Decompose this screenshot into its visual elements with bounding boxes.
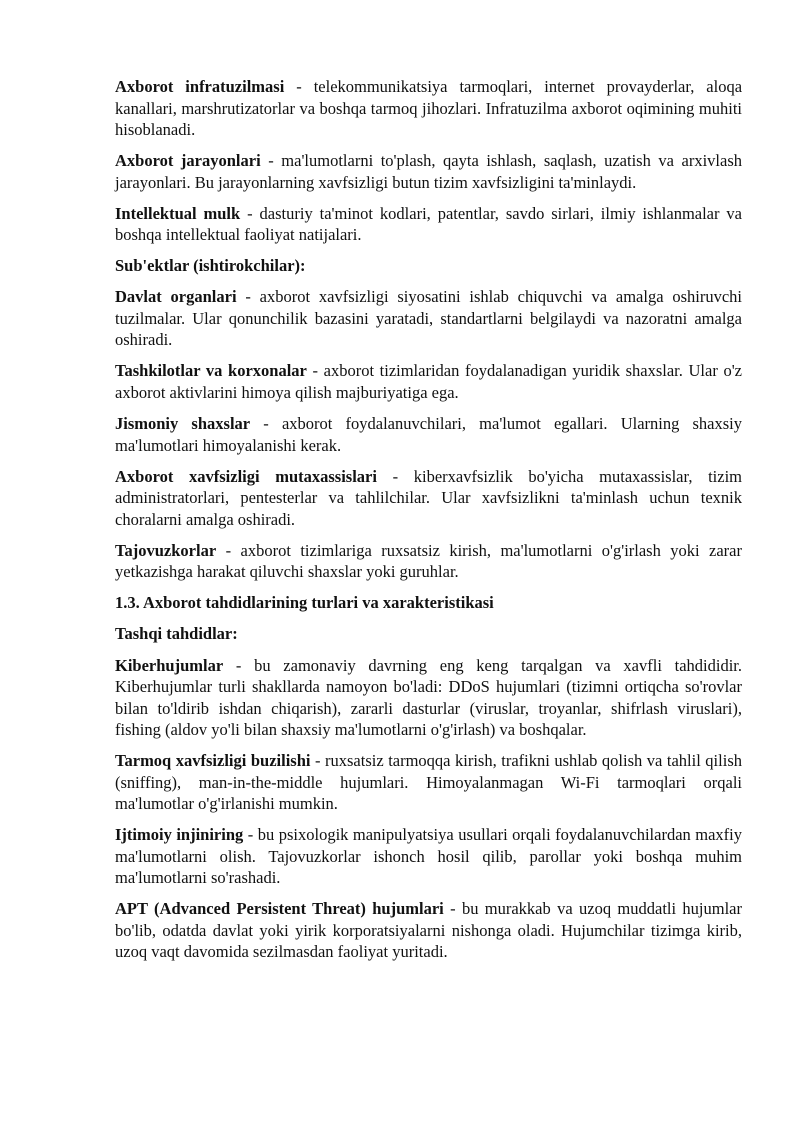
separator: -	[260, 151, 282, 171]
definition-paragraph	[115, 203, 742, 246]
term: Axborot jarayonlari	[115, 151, 261, 171]
definition-text: dasturiy ta'minot kodlari, patentlar, savdo sirlari, ilmiy ishlanmalar va boshqa intellektual faoliyat natijalari.	[115, 203, 742, 245]
definition-text: bu zamonaviy davrning eng keng tarqalgan va xavfli tahdididir. Kiberhujumlar turli shakllarda namoyon bo'ladi: DDoS hujumlari (tizimni ortiqcha so'rovlar bilan to'ldirib ishdan chiqarish), zararli dasturlar (viruslar, troyanlar, shifrlash viruslari), fishing (aldov yo'li bilan shaxsiy ma'lumotlarni o'g'irlash) va boshqalar.	[115, 655, 742, 740]
subject-paragraph	[115, 540, 742, 583]
term: Kiberhujumlar	[115, 655, 224, 675]
subject-paragraph	[115, 413, 742, 456]
term: Tashkilotlar va korxonalar	[115, 361, 307, 381]
separator: -	[443, 899, 462, 919]
separator: -	[306, 361, 324, 381]
definition-text: axborot tizimlaridan foydalanadigan yuridik shaxslar. Ular o'z axborot aktivlarini himoya qilish majburiyatiga ega.	[115, 361, 743, 402]
subjects-heading: Sub'ektlar (ishtirokchilar):	[115, 256, 306, 276]
threat-paragraph	[115, 655, 742, 741]
separator: -	[240, 203, 260, 223]
separator: -	[284, 77, 314, 96]
definition-text: telekommunikatsiya tarmoqlari, internet provayderlar, aloqa kanallari, marshrutizatorlar va boshqa tarmoq jihozlari. Infratuzilma axborot oqimining muhiti hisoblanadi.	[115, 77, 743, 139]
definition-text: ruxsatsiz tarmoqqa kirish, trafikni ushlab qolish va tahlil qilish (sniffing), man-in-the-middle hujumlari. Himoyalanmagan Wi-Fi tarmoqlari orqali ma'lumotlar o'g'irlanishi mumkin.	[115, 751, 742, 814]
definition-text: bu murakkab va uzoq muddatli hujumlar bo'lib, odatda davlat yoki yirik korporatsiyalarni nishonga oladi. Hujumchilar tizimga kirib, uzoq vaqt davomida sezilmasdan faoliyat yuritadi.	[115, 899, 742, 962]
definition-text: bu psixologik manipulyatsiya usullari orqali foydalanuvchilardan maxfiy ma'lumotlarni olish. Tajovuzkorlar ishonch hosil qilib, parollar yoki boshqa muhim ma'lumotlarni so'rashadi.	[115, 825, 742, 888]
external-threats-heading: Tashqi tahdidlar:	[115, 624, 238, 644]
definition-paragraph	[115, 150, 742, 193]
threat-paragraph	[115, 824, 742, 889]
term: Jismoniy shaxslar	[115, 414, 251, 434]
term: Ijtimoiy injiniring	[115, 825, 244, 845]
subject-paragraph	[115, 466, 742, 531]
term: Davlat organlari	[115, 287, 237, 307]
definition-paragraph	[115, 76, 742, 141]
separator: -	[216, 540, 241, 560]
separator: -	[376, 466, 414, 486]
term: Tajovuzkorlar	[115, 540, 217, 560]
threat-paragraph	[115, 898, 742, 963]
separator: -	[223, 655, 255, 675]
term: APT (Advanced Persistent Threat) hujumlari	[115, 899, 444, 919]
definition-text: axborot xavfsizligi siyosatini ishlab chiquvchi va amalga oshiruvchi tuzilmalar. Ular qonunchilik bazasini yaratadi, standartlarni belgilaydi va nazoratni amalga oshiradi.	[115, 287, 742, 350]
definition-text: kiberxavfsizlik bo'yicha mutaxassislar, tizim administratorlari, pentesterlar va tahlilchilar. Ular xavfsizlikni ta'minlash uchun texnik choralarni amalga oshiradi.	[115, 466, 742, 529]
definition-text: axborot tizimlariga ruxsatsiz kirish, ma'lumotlarni o'g'irlash yoki zarar yetkazishga harakat qiluvchi shaxslar yoki guruhlar.	[115, 540, 742, 582]
subject-paragraph	[115, 286, 742, 351]
threat-paragraph	[115, 750, 742, 815]
subject-paragraph	[115, 360, 742, 403]
separator: -	[310, 751, 326, 771]
separator: -	[236, 287, 260, 307]
separator: -	[243, 825, 258, 845]
term: Intellektual mulk	[115, 203, 241, 223]
separator: -	[250, 414, 282, 434]
term: Tarmoq xavfsizligi buzilishi	[115, 751, 311, 771]
term: Axborot xavfsizligi mutaxassislari	[115, 466, 377, 486]
definition-text: ma'lumotlarni to'plash, qayta ishlash, saqlash, uzatish va arxivlash jarayonlari. Bu jarayonlarning xavfsizligi butun tizim xavfsizligini ta'minlaydi.	[115, 151, 743, 192]
document-page	[115, 76, 742, 972]
term: Axborot infratuzilmasi	[115, 77, 285, 96]
definition-text: axborot foydalanuvchilari, ma'lumot egallari. Ularning shaxsiy ma'lumotlari himoyalanishi kerak.	[115, 414, 743, 455]
section-heading: 1.3. Axborot tahdidlarining turlari va xarakteristikasi	[115, 593, 494, 613]
